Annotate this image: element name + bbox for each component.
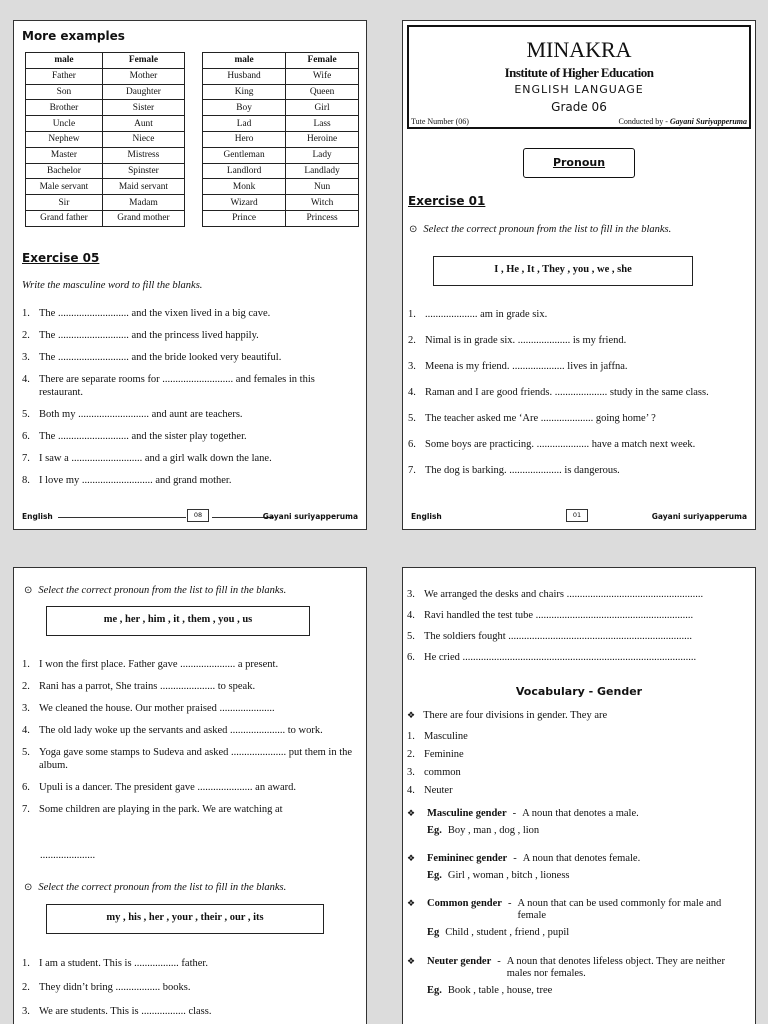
table-row: [203, 163, 359, 179]
example-label: Eg: [427, 927, 440, 938]
table-cell: Landlady: [286, 163, 359, 179]
item-text: Neuter: [424, 785, 453, 796]
list-item: [22, 981, 358, 994]
item-text: Masculine: [424, 731, 468, 742]
table-cell: Witch: [286, 195, 359, 211]
item-number: 4.: [408, 387, 416, 398]
diamond-icon: ❖: [407, 809, 416, 819]
table-cell: Princess: [286, 210, 359, 226]
bullet-icon: ⊙: [24, 585, 33, 596]
item-text: The dog is barking. .................... is dangerous.: [425, 465, 620, 476]
list-item: [22, 803, 358, 816]
table-cell: Grand father: [26, 210, 103, 226]
footer-subject: English: [22, 512, 53, 521]
list-item: [22, 724, 358, 737]
question-list: [22, 957, 358, 1024]
item-text: Feminine: [424, 749, 464, 760]
example-text: Child , student , friend , pupil: [445, 927, 570, 938]
item-number: 7.: [22, 804, 30, 815]
page-number: 08: [187, 509, 209, 522]
exercise-title: Exercise 01: [408, 194, 486, 208]
item-text: The ........................... and the bride looked very beautiful.: [39, 352, 282, 363]
table-row: [26, 210, 185, 226]
item-text: We cleaned the house. Our mother praised .....................: [39, 703, 275, 714]
item-text: The ........................... and the vixen lived in a big cave.: [39, 308, 271, 319]
bullet-icon: ⊙: [409, 224, 418, 235]
term-definition: A noun that denotes lifeless object. They are neither males nor females.: [506, 956, 725, 979]
table-cell: Son: [26, 84, 103, 100]
list-item: [22, 351, 358, 364]
item-text: Raman and I are good friends. .................... study in the same class.: [425, 387, 709, 398]
item-text: Both my ........................... and aunt are teachers.: [39, 409, 243, 420]
example-label: Eg.: [427, 870, 442, 881]
term-example: [407, 825, 747, 837]
pronoun-word-list: I , He , It , They , you , we , she: [433, 256, 693, 286]
table-cell: Landlord: [203, 163, 286, 179]
topic-box: Pronoun: [523, 148, 635, 178]
diamond-icon: ❖: [407, 899, 416, 909]
item-text: Meena is my friend. .................... lives in jaffna.: [425, 361, 628, 372]
table-cell: Brother: [26, 100, 103, 116]
item-number: 5.: [22, 747, 30, 758]
item-number: 6.: [408, 439, 416, 450]
conducted-label: Conducted by -: [618, 117, 668, 126]
item-number: 5.: [22, 409, 30, 420]
item-number: 5.: [407, 631, 415, 642]
list-item: [407, 651, 751, 664]
table-cell: Lady: [286, 147, 359, 163]
list-item: [408, 308, 748, 321]
footer-author: Gayani suriyapperuma: [651, 512, 747, 521]
list-item: [407, 782, 707, 800]
list-item: [407, 588, 751, 601]
table-row: [203, 84, 359, 100]
list-item: [407, 746, 707, 764]
item-number: 5.: [408, 413, 416, 424]
item-text: There are separate rooms for ........................... and females in this restaurant.: [39, 374, 315, 398]
item-text: Some children are playing in the park. We are watching at: [39, 804, 283, 815]
table-row: [26, 84, 185, 100]
page-more-examples: [13, 20, 367, 530]
list-item: [22, 781, 358, 794]
item-number: 1.: [22, 958, 30, 969]
example-label: Eg.: [427, 985, 442, 996]
list-item: [22, 329, 358, 342]
item-text: Nimal is in grade six. .................... is my friend.: [425, 335, 627, 346]
item-text: The ........................... and the princess lived happily.: [39, 330, 259, 341]
item-text: I am a student. This is ................. father.: [39, 958, 208, 969]
table-cell: Maid servant: [102, 179, 184, 195]
term-example: [407, 985, 747, 997]
item-text: The soldiers fought ......................................................................: [424, 631, 693, 642]
item-number: 1.: [22, 308, 30, 319]
question-list: [407, 588, 751, 672]
term-name: Common gender: [427, 898, 502, 909]
page-pronoun-exercises: [13, 567, 367, 1024]
list-item: [408, 412, 748, 425]
column-header: Female: [102, 53, 184, 69]
item-number: 1.: [22, 659, 30, 670]
page-footer: [411, 509, 747, 523]
institute-name: Institute of Higher Education: [504, 65, 654, 80]
diamond-icon: ❖: [407, 957, 416, 967]
intro-line: ❖ There are four divisions in gender. They are: [407, 710, 608, 721]
item-number: 3.: [407, 767, 415, 778]
item-number: 4.: [22, 725, 30, 736]
page-title: More examples: [22, 29, 125, 43]
table-row: [203, 210, 359, 226]
item-number: 4.: [22, 374, 30, 385]
list-item: [22, 430, 358, 443]
item-number: 3.: [22, 703, 30, 714]
list-item: [22, 658, 358, 671]
table-cell: Mistress: [102, 147, 184, 163]
term-example: [407, 927, 747, 939]
item-text: The teacher asked me ‘Are .................... going home’ ?: [425, 413, 656, 424]
list-item: [22, 474, 358, 487]
table-cell: Lad: [203, 116, 286, 132]
table-row: [203, 179, 359, 195]
item-text: Upuli is a dancer. The president gave ..................... an award.: [39, 782, 296, 793]
table-cell: Uncle: [26, 116, 103, 132]
instruction: ⊙ Select the correct pronoun from the list to fill in the blanks.: [409, 224, 672, 235]
table-row: [203, 131, 359, 147]
item-text: We are students. This is ................. class.: [39, 1006, 212, 1017]
diamond-icon: ❖: [407, 711, 416, 721]
table-cell: Father: [26, 68, 103, 84]
example-text: Boy , man , dog , lion: [447, 825, 540, 836]
pronoun-word-list: me , her , him , it , them , you , us: [46, 606, 310, 636]
gender-table-left: [25, 52, 185, 227]
table-cell: Girl: [286, 100, 359, 116]
term-name: Neuter gender: [427, 956, 492, 967]
footer-subject: English: [411, 512, 442, 521]
item-number: 3.: [22, 1006, 30, 1017]
list-item: [22, 373, 358, 399]
table-cell: Nun: [286, 179, 359, 195]
list-item: [408, 464, 748, 477]
page-footer: [22, 509, 358, 523]
item-number: 2.: [407, 749, 415, 760]
table-row: [26, 179, 185, 195]
bullet-icon: ⊙: [24, 882, 33, 893]
item-number: 1.: [407, 731, 415, 742]
item-number: 6.: [22, 782, 30, 793]
table-row: [203, 195, 359, 211]
page-number: 01: [566, 509, 588, 522]
item-text: I won the first place. Father gave ..................... a present.: [39, 659, 279, 670]
list-item: [407, 728, 707, 746]
list-item: [408, 334, 748, 347]
gender-term: ❖ Femininec gender - A noun that denotes female. Eg. Girl , woman , bitch , lioness: [407, 853, 747, 882]
question-list: [22, 307, 358, 496]
item-number: 4.: [407, 610, 415, 621]
term-name: Masculine gender: [427, 808, 507, 819]
item-number: 1.: [408, 309, 416, 320]
item-number: 3.: [407, 589, 415, 600]
item-text: Ravi handled the test tube ............................................................: [424, 610, 694, 621]
gender-term: ❖ Neuter gender - A noun that denotes lifeless object. They are neither males nor females. Eg. Book , table , house, tree: [407, 956, 747, 997]
term-definition: A noun that can be used commonly for male and female: [517, 898, 722, 921]
question-list: [408, 308, 748, 490]
pronoun-word-list: my , his , her , your , their , our , its: [46, 904, 324, 934]
table-row: [203, 147, 359, 163]
section-title: Vocabulary - Gender: [515, 685, 643, 698]
column-header: male: [26, 53, 103, 69]
table-cell: Male servant: [26, 179, 103, 195]
list-item: [22, 702, 358, 715]
table-cell: Queen: [286, 84, 359, 100]
item-number: 8.: [22, 475, 30, 486]
item-number: 2.: [408, 335, 416, 346]
table-cell: Aunt: [102, 116, 184, 132]
table-cell: Master: [26, 147, 103, 163]
table-cell: Nephew: [26, 131, 103, 147]
gender-table-right: [202, 52, 359, 227]
table-cell: Mother: [102, 68, 184, 84]
table-cell: Heroine: [286, 131, 359, 147]
item-number: 2.: [22, 982, 30, 993]
division-list: [407, 728, 707, 800]
page-vocabulary-gender: [402, 567, 756, 1024]
example-text: Book , table , house, tree: [447, 985, 553, 996]
question-list: [22, 658, 358, 825]
table-row: [26, 147, 185, 163]
list-item: [22, 307, 358, 320]
item-number: 3.: [408, 361, 416, 372]
list-item: [408, 386, 748, 399]
instruction: Write the masculine word to fill the blanks.: [22, 280, 203, 291]
item-number: 6.: [407, 652, 415, 663]
term-definition: A noun that denotes a male.: [522, 808, 639, 819]
table-cell: Wife: [286, 68, 359, 84]
term-example: [407, 870, 747, 882]
exercise-title: Exercise 05: [22, 251, 100, 265]
list-item: [407, 630, 751, 643]
list-item: [22, 957, 358, 970]
item-text: We arranged the desks and chairs ....................................................: [424, 589, 704, 600]
table-cell: Boy: [203, 100, 286, 116]
table-row: [26, 131, 185, 147]
table-row: [26, 195, 185, 211]
item-number: 3.: [22, 352, 30, 363]
list-item: [22, 746, 358, 772]
page-pronoun: [402, 20, 756, 530]
table-cell: Monk: [203, 179, 286, 195]
table-cell: Wizard: [203, 195, 286, 211]
table-cell: Gentleman: [203, 147, 286, 163]
tute-number: Tute Number (06): [411, 117, 469, 126]
list-item: [22, 452, 358, 465]
table-row: [26, 116, 185, 132]
gender-term: ❖ Masculine gender - A noun that denotes a male. Eg. Boy , man , dog , lion: [407, 808, 747, 837]
table-cell: Husband: [203, 68, 286, 84]
table-row: [203, 100, 359, 116]
item-text: He cried .........................................................................................: [424, 652, 697, 663]
footer-author: Gayani suriyapperuma: [262, 512, 358, 521]
list-item: [22, 680, 358, 693]
gender-term: ❖ Common gender - A noun that can be used commonly for male and female Eg Child , student , friend , pupil: [407, 898, 747, 939]
table-cell: Prince: [203, 210, 286, 226]
table-row: [203, 116, 359, 132]
item-number: 7.: [408, 465, 416, 476]
item-number: 2.: [22, 681, 30, 692]
example-label: Eg.: [427, 825, 442, 836]
list-item: [22, 408, 358, 421]
grade-label: Grade 06: [551, 100, 607, 114]
table-cell: Grand mother: [102, 210, 184, 226]
table-row: [26, 100, 185, 116]
column-header: male: [203, 53, 286, 69]
item-text: .................... am in grade six.: [425, 309, 548, 320]
table-cell: Madam: [102, 195, 184, 211]
term-definition: A noun that denotes female.: [522, 853, 641, 864]
instruction: ⊙ Select the correct pronoun from the list to fill in the blanks.: [24, 585, 287, 596]
table-cell: Niece: [102, 131, 184, 147]
table-row: [26, 163, 185, 179]
item-text: common: [424, 767, 461, 778]
footer-rule: [58, 517, 186, 518]
item-text: Yoga gave some stamps to Sudeva and asked ..................... put them in the album.: [39, 747, 353, 771]
table-cell: Daughter: [102, 84, 184, 100]
table-cell: Hero: [203, 131, 286, 147]
instruction: ⊙ Select the correct pronoun from the list to fill in the blanks.: [24, 882, 287, 893]
list-item: [407, 609, 751, 622]
teacher-name: Gayani Suriyapperuma: [669, 117, 747, 126]
table-cell: Sister: [102, 100, 184, 116]
subject-name: ENGLISH LANGUAGE: [514, 83, 644, 96]
answer-blank: .....................: [40, 850, 96, 861]
item-text: Some boys are practicing. .................... have a match next week.: [425, 439, 696, 450]
list-item: [407, 764, 707, 782]
table-cell: Sir: [26, 195, 103, 211]
item-text: I love my ........................... and grand mother.: [39, 475, 232, 486]
tute-meta: [411, 117, 747, 126]
item-number: 2.: [22, 330, 30, 341]
diamond-icon: ❖: [407, 854, 416, 864]
table-cell: King: [203, 84, 286, 100]
list-item: [22, 1005, 358, 1018]
table-cell: Lass: [286, 116, 359, 132]
term-name: Femininec gender: [427, 853, 508, 864]
item-number: 4.: [407, 785, 415, 796]
item-text: The old lady woke up the servants and asked ..................... to work.: [39, 725, 323, 736]
item-text: They didn’t bring ................. books.: [39, 982, 191, 993]
column-header: Female: [286, 53, 359, 69]
item-text: Rani has a parrot, She trains ..................... to speak.: [39, 681, 256, 692]
item-number: 7.: [22, 453, 30, 464]
table-row: [26, 68, 185, 84]
table-row: [203, 68, 359, 84]
example-text: Girl , woman , bitch , lioness: [447, 870, 570, 881]
brand-name: MINAKRA: [526, 37, 632, 62]
item-number: 6.: [22, 431, 30, 442]
item-text: The ........................... and the sister play together.: [39, 431, 247, 442]
table-cell: Spinster: [102, 163, 184, 179]
list-item: [408, 438, 748, 451]
institute-header: [407, 25, 751, 129]
list-item: [408, 360, 748, 373]
item-text: I saw a ........................... and a girl walk down the lane.: [39, 453, 272, 464]
table-cell: Bachelor: [26, 163, 103, 179]
